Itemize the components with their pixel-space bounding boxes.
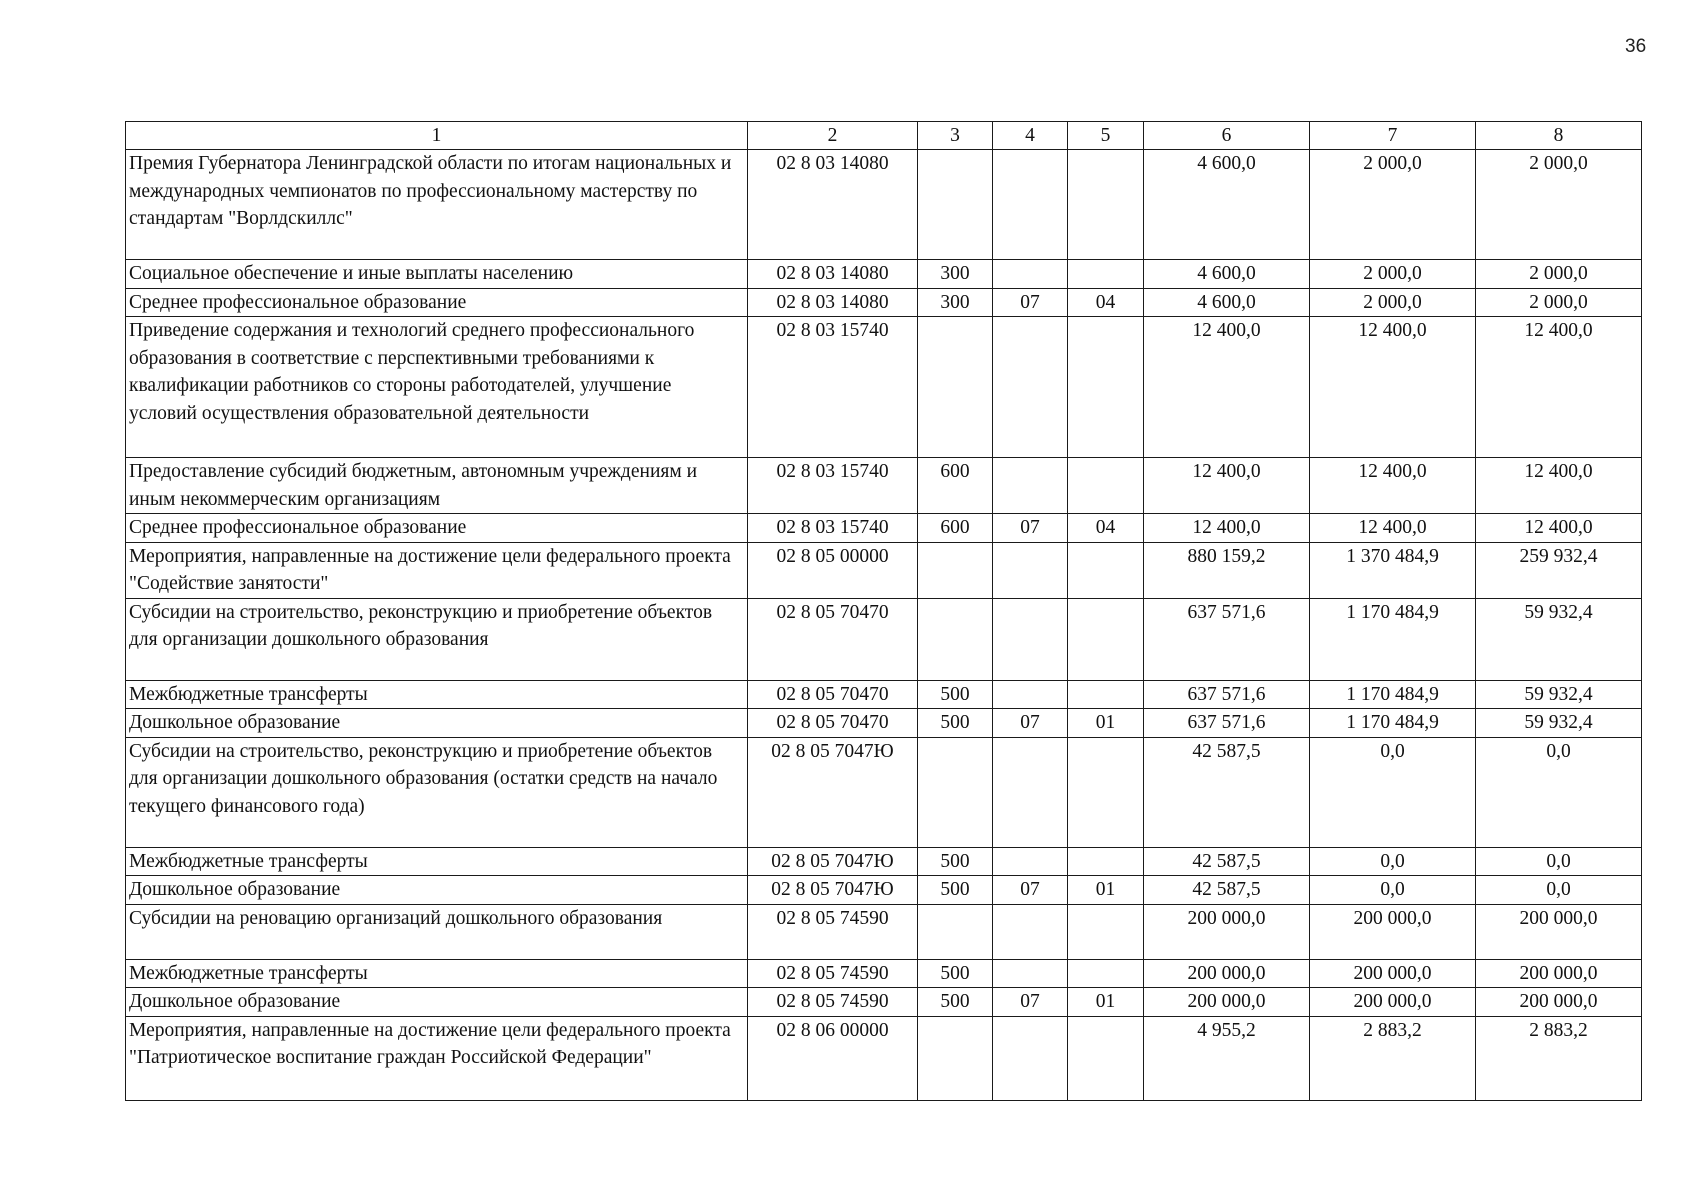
header-col-7: 7 xyxy=(1310,122,1476,150)
cell-amount-8: 2 000,0 xyxy=(1476,288,1642,317)
cell-subsection xyxy=(1068,1016,1144,1100)
cell-amount-8: 59 932,4 xyxy=(1476,709,1642,738)
cell-section xyxy=(993,150,1068,260)
cell-subsection xyxy=(1068,737,1144,847)
cell-section xyxy=(993,542,1068,598)
cell-section xyxy=(993,458,1068,514)
cell-expense-type: 300 xyxy=(918,260,993,289)
cell-subsection xyxy=(1068,680,1144,709)
header-col-5: 5 xyxy=(1068,122,1144,150)
cell-amount-7: 12 400,0 xyxy=(1310,317,1476,458)
cell-amount-7: 200 000,0 xyxy=(1310,959,1476,988)
cell-name: Мероприятия, направленные на достижение цели федерального проекта "Патриотическое воспитание граждан Российской Федерации" xyxy=(126,1016,748,1100)
cell-amount-6: 200 000,0 xyxy=(1144,988,1310,1017)
cell-amount-8: 259 932,4 xyxy=(1476,542,1642,598)
cell-amount-8: 200 000,0 xyxy=(1476,904,1642,959)
cell-subsection: 01 xyxy=(1068,709,1144,738)
cell-section xyxy=(993,847,1068,876)
cell-target-code: 02 8 05 74590 xyxy=(748,959,918,988)
cell-target-code: 02 8 03 14080 xyxy=(748,150,918,260)
cell-amount-7: 0,0 xyxy=(1310,737,1476,847)
cell-section xyxy=(993,317,1068,458)
cell-amount-6: 4 600,0 xyxy=(1144,288,1310,317)
table-body xyxy=(126,150,1642,1101)
cell-amount-7: 1 170 484,9 xyxy=(1310,598,1476,680)
cell-target-code: 02 8 05 74590 xyxy=(748,904,918,959)
cell-amount-6: 637 571,6 xyxy=(1144,598,1310,680)
cell-amount-8: 59 932,4 xyxy=(1476,598,1642,680)
cell-target-code: 02 8 05 7047Ю xyxy=(748,876,918,905)
table-row xyxy=(126,150,1642,260)
cell-name: Дошкольное образование xyxy=(126,876,748,905)
cell-expense-type: 300 xyxy=(918,288,993,317)
cell-name: Среднее профессиональное образование xyxy=(126,514,748,543)
cell-amount-6: 200 000,0 xyxy=(1144,904,1310,959)
cell-amount-8: 12 400,0 xyxy=(1476,514,1642,543)
cell-expense-type: 500 xyxy=(918,959,993,988)
table-row xyxy=(126,317,1642,458)
cell-subsection xyxy=(1068,598,1144,680)
cell-section: 07 xyxy=(993,709,1068,738)
cell-target-code: 02 8 05 00000 xyxy=(748,542,918,598)
cell-amount-7: 200 000,0 xyxy=(1310,988,1476,1017)
cell-expense-type: 500 xyxy=(918,680,993,709)
cell-amount-6: 12 400,0 xyxy=(1144,458,1310,514)
cell-target-code: 02 8 03 14080 xyxy=(748,260,918,289)
cell-amount-6: 12 400,0 xyxy=(1144,317,1310,458)
cell-name: Дошкольное образование xyxy=(126,709,748,738)
cell-expense-type: 500 xyxy=(918,876,993,905)
cell-amount-6: 4 600,0 xyxy=(1144,150,1310,260)
cell-subsection xyxy=(1068,317,1144,458)
cell-section: 07 xyxy=(993,876,1068,905)
cell-expense-type: 500 xyxy=(918,709,993,738)
cell-amount-6: 42 587,5 xyxy=(1144,737,1310,847)
cell-section xyxy=(993,598,1068,680)
cell-subsection: 01 xyxy=(1068,876,1144,905)
table-row xyxy=(126,959,1642,988)
cell-target-code: 02 8 03 15740 xyxy=(748,317,918,458)
cell-target-code: 02 8 06 00000 xyxy=(748,1016,918,1100)
cell-expense-type xyxy=(918,150,993,260)
cell-amount-7: 0,0 xyxy=(1310,876,1476,905)
cell-name: Приведение содержания и технологий среднего профессионального образования в соответствие с перспективными требованиями к квалификации работников со стороны работодателей, улучшение условий осуществления образовательной деятельности xyxy=(126,317,748,458)
cell-name: Межбюджетные трансферты xyxy=(126,959,748,988)
cell-name: Субсидии на строительство, реконструкцию и приобретение объектов для организации дошкольного образования xyxy=(126,598,748,680)
page-number: 36 xyxy=(1625,36,1647,57)
cell-section xyxy=(993,1016,1068,1100)
cell-amount-6: 637 571,6 xyxy=(1144,709,1310,738)
cell-amount-6: 4 600,0 xyxy=(1144,260,1310,289)
cell-section xyxy=(993,959,1068,988)
cell-target-code: 02 8 05 74590 xyxy=(748,988,918,1017)
cell-amount-8: 59 932,4 xyxy=(1476,680,1642,709)
cell-amount-6: 4 955,2 xyxy=(1144,1016,1310,1100)
header-col-6: 6 xyxy=(1144,122,1310,150)
cell-target-code: 02 8 03 14080 xyxy=(748,288,918,317)
cell-amount-6: 42 587,5 xyxy=(1144,876,1310,905)
table-row xyxy=(126,598,1642,680)
budget-table xyxy=(125,121,1642,1101)
header-col-2: 2 xyxy=(748,122,918,150)
cell-name: Среднее профессиональное образование xyxy=(126,288,748,317)
cell-amount-7: 0,0 xyxy=(1310,847,1476,876)
cell-amount-8: 0,0 xyxy=(1476,876,1642,905)
cell-name: Дошкольное образование xyxy=(126,988,748,1017)
cell-section xyxy=(993,680,1068,709)
cell-amount-7: 12 400,0 xyxy=(1310,514,1476,543)
cell-subsection xyxy=(1068,904,1144,959)
cell-section: 07 xyxy=(993,514,1068,543)
cell-name: Субсидии на реновацию организаций дошкольного образования xyxy=(126,904,748,959)
cell-subsection xyxy=(1068,542,1144,598)
cell-subsection xyxy=(1068,959,1144,988)
cell-expense-type xyxy=(918,1016,993,1100)
table-row xyxy=(126,904,1642,959)
cell-amount-7: 2 883,2 xyxy=(1310,1016,1476,1100)
cell-target-code: 02 8 05 70470 xyxy=(748,680,918,709)
table-row xyxy=(126,709,1642,738)
cell-amount-8: 0,0 xyxy=(1476,737,1642,847)
cell-name: Премия Губернатора Ленинградской области по итогам национальных и международных чемпионатов по профессиональному мастерству по стандартам "Ворлдскиллс" xyxy=(126,150,748,260)
cell-expense-type xyxy=(918,904,993,959)
cell-amount-8: 12 400,0 xyxy=(1476,458,1642,514)
table-row xyxy=(126,988,1642,1017)
header-col-3: 3 xyxy=(918,122,993,150)
cell-target-code: 02 8 05 7047Ю xyxy=(748,737,918,847)
cell-expense-type xyxy=(918,598,993,680)
cell-amount-6: 880 159,2 xyxy=(1144,542,1310,598)
table-row xyxy=(126,737,1642,847)
table-row xyxy=(126,514,1642,543)
cell-expense-type: 500 xyxy=(918,847,993,876)
cell-subsection xyxy=(1068,260,1144,289)
header-col-8: 8 xyxy=(1476,122,1642,150)
cell-subsection xyxy=(1068,150,1144,260)
table-row xyxy=(126,680,1642,709)
header-col-4: 4 xyxy=(993,122,1068,150)
cell-amount-7: 12 400,0 xyxy=(1310,458,1476,514)
cell-name: Субсидии на строительство, реконструкцию и приобретение объектов для организации дошкольного образования (остатки средств на начало текущего финансового года) xyxy=(126,737,748,847)
header-col-1: 1 xyxy=(126,122,748,150)
cell-amount-7: 2 000,0 xyxy=(1310,150,1476,260)
cell-amount-7: 1 170 484,9 xyxy=(1310,709,1476,738)
table-row xyxy=(126,458,1642,514)
cell-amount-8: 2 883,2 xyxy=(1476,1016,1642,1100)
cell-name: Мероприятия, направленные на достижение цели федерального проекта "Содействие занятости" xyxy=(126,542,748,598)
cell-amount-7: 1 170 484,9 xyxy=(1310,680,1476,709)
table-row xyxy=(126,876,1642,905)
cell-subsection: 04 xyxy=(1068,288,1144,317)
table-row xyxy=(126,260,1642,289)
cell-target-code: 02 8 05 70470 xyxy=(748,598,918,680)
cell-subsection: 04 xyxy=(1068,514,1144,543)
cell-amount-7: 2 000,0 xyxy=(1310,288,1476,317)
cell-amount-8: 200 000,0 xyxy=(1476,959,1642,988)
cell-amount-6: 637 571,6 xyxy=(1144,680,1310,709)
cell-section: 07 xyxy=(993,288,1068,317)
table-row xyxy=(126,288,1642,317)
cell-target-code: 02 8 05 70470 xyxy=(748,709,918,738)
cell-section xyxy=(993,904,1068,959)
cell-section xyxy=(993,260,1068,289)
cell-amount-8: 2 000,0 xyxy=(1476,260,1642,289)
cell-amount-7: 1 370 484,9 xyxy=(1310,542,1476,598)
cell-target-code: 02 8 05 7047Ю xyxy=(748,847,918,876)
cell-section xyxy=(993,737,1068,847)
cell-name: Предоставление субсидий бюджетным, автономным учреждениям и иным некоммерческим организациям xyxy=(126,458,748,514)
table-row xyxy=(126,542,1642,598)
table-row xyxy=(126,1016,1642,1100)
table-header xyxy=(126,122,1642,150)
cell-name: Социальное обеспечение и иные выплаты населению xyxy=(126,260,748,289)
cell-amount-7: 2 000,0 xyxy=(1310,260,1476,289)
cell-name: Межбюджетные трансферты xyxy=(126,847,748,876)
cell-amount-8: 12 400,0 xyxy=(1476,317,1642,458)
cell-amount-6: 42 587,5 xyxy=(1144,847,1310,876)
cell-target-code: 02 8 03 15740 xyxy=(748,458,918,514)
table-row xyxy=(126,847,1642,876)
cell-name: Межбюджетные трансферты xyxy=(126,680,748,709)
cell-expense-type: 600 xyxy=(918,514,993,543)
cell-subsection: 01 xyxy=(1068,988,1144,1017)
cell-expense-type: 600 xyxy=(918,458,993,514)
cell-expense-type xyxy=(918,542,993,598)
cell-subsection xyxy=(1068,847,1144,876)
cell-amount-8: 2 000,0 xyxy=(1476,150,1642,260)
cell-section: 07 xyxy=(993,988,1068,1017)
cell-expense-type: 500 xyxy=(918,988,993,1017)
cell-target-code: 02 8 03 15740 xyxy=(748,514,918,543)
header-row xyxy=(126,122,1642,150)
cell-amount-8: 200 000,0 xyxy=(1476,988,1642,1017)
cell-subsection xyxy=(1068,458,1144,514)
cell-expense-type xyxy=(918,737,993,847)
cell-amount-6: 12 400,0 xyxy=(1144,514,1310,543)
cell-amount-8: 0,0 xyxy=(1476,847,1642,876)
cell-amount-7: 200 000,0 xyxy=(1310,904,1476,959)
cell-expense-type xyxy=(918,317,993,458)
cell-amount-6: 200 000,0 xyxy=(1144,959,1310,988)
